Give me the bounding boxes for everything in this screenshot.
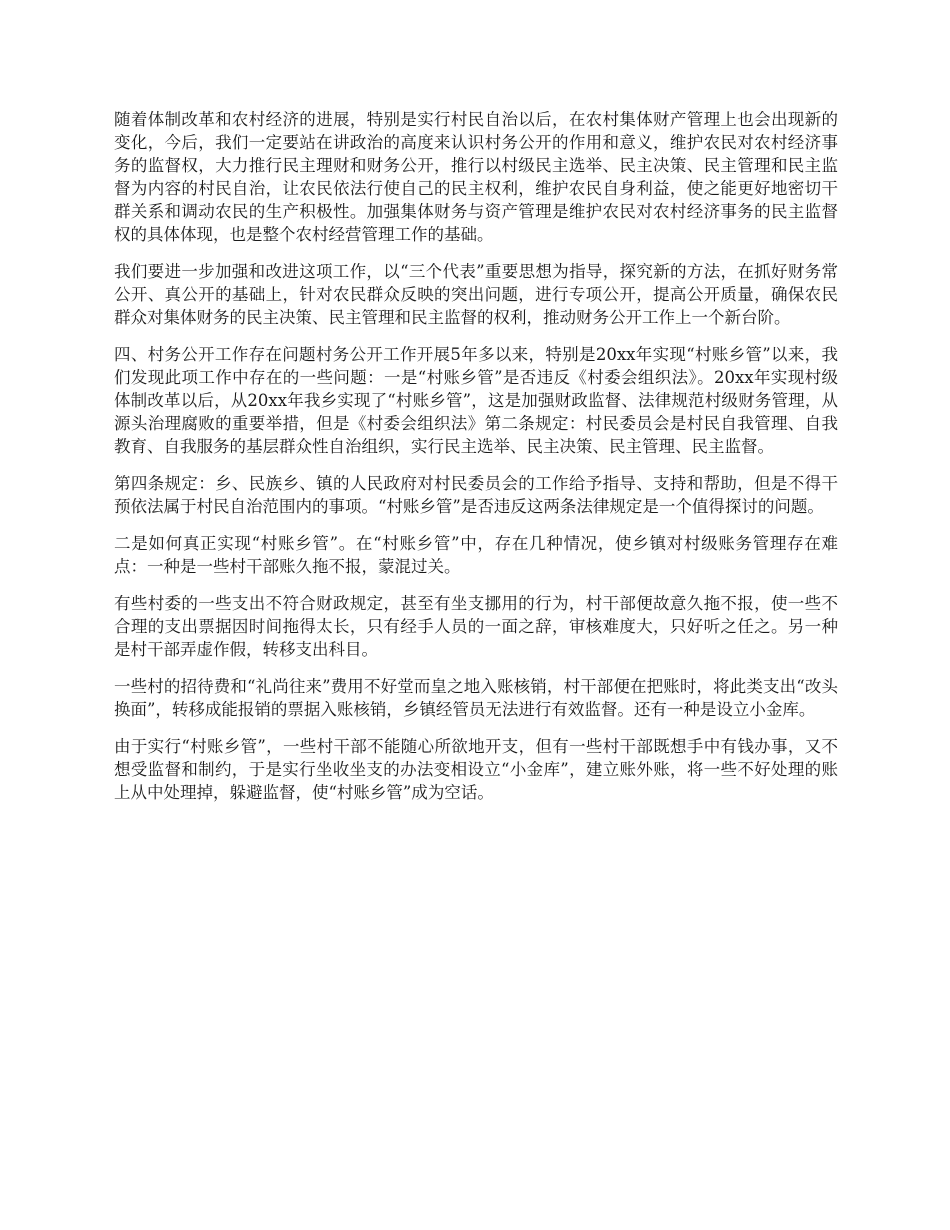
paragraph: 第四条规定：乡、民族乡、镇的人民政府对村民委员会的工作给予指导、支持和帮助，但是不得干预依法属于村民自治范围内的事项。“村账乡管”是否违反这两条法律规定是一个值得探讨的问题。: [114, 474, 838, 516]
document-body: [114, 108, 838, 818]
paragraph: 有些村委的一些支出不符合财政规定，甚至有坐支挪用的行为，村干部便故意久拖不报，使一些不合理的支出票据因时间拖得太长，只有经手人员的一面之辞，审核难度大，只好听之任之。另一种是村干部弄虚作假，转移支出科目。: [114, 594, 838, 659]
paragraph: 由于实行“村账乡管”，一些村干部不能随心所欲地开支，但有一些村干部既想手中有钱办事，又不想受监督和制约，于是实行坐收坐支的办法变相设立“小金库”，建立账外账，将一些不好处理的账上从中处理掉，躲避监督，使“村账乡管”成为空话。: [114, 737, 838, 802]
paragraph: 我们要进一步加强和改进这项工作，以“三个代表”重要思想为指导，探究新的方法，在抓好财务常公开、真公开的基础上，针对农民群众反映的突出问题，进行专项公开，提高公开质量，确保农民群众对集体财务的民主决策、民主管理和民主监督的权利，推动财务公开工作上一个新台阶。: [114, 262, 838, 327]
paragraph: 四、村务公开工作存在问题村务公开工作开展5年多以来，特别是20xx年实现“村账乡管”以来，我们发现此项工作中存在的一些问题：一是“村账乡管”是否违反《村委会组织法》。20xx年实现村级体制改革以后，从20xx年我乡实现了“村账乡管”，这是加强财政监督、法律规范村级财务管理，从源头治理腐败的重要举措，但是《村委会组织法》第二条规定：村民委员会是村民自我管理、自我教育、自我服务的基层群众性自治组织，实行民主选举、民主决策、民主管理、民主监督。: [114, 345, 838, 456]
paragraph: 二是如何真正实现“村账乡管”。在“村账乡管”中，存在几种情况，使乡镇对村级账务管理存在难点：一种是一些村干部账久拖不报，蒙混过关。: [114, 534, 838, 576]
paragraph: 随着体制改革和农村经济的进展，特别是实行村民自治以后，在农村集体财产管理上也会出现新的变化，今后，我们一定要站在讲政治的高度来认识村务公开的作用和意义，维护农民对农村经济事务的监督权，大力推行民主理财和财务公开，推行以村级民主选举、民主决策、民主管理和民主监督为内容的村民自治，让农民依法行使自己的民主权利，维护农民自身利益，使之能更好地密切干群关系和调动农民的生产积极性。加强集体财务与资产管理是维护农民对农村经济事务的民主监督权的具体体现，也是整个农村经营管理工作的基础。: [114, 110, 838, 244]
paragraph: 一些村的招待费和“礼尚往来”费用不好堂而皇之地入账核销，村干部便在把账时，将此类支出“改头换面”，转移成能报销的票据入账核销，乡镇经管员无法进行有效监督。还有一种是设立小金库。: [114, 677, 838, 719]
